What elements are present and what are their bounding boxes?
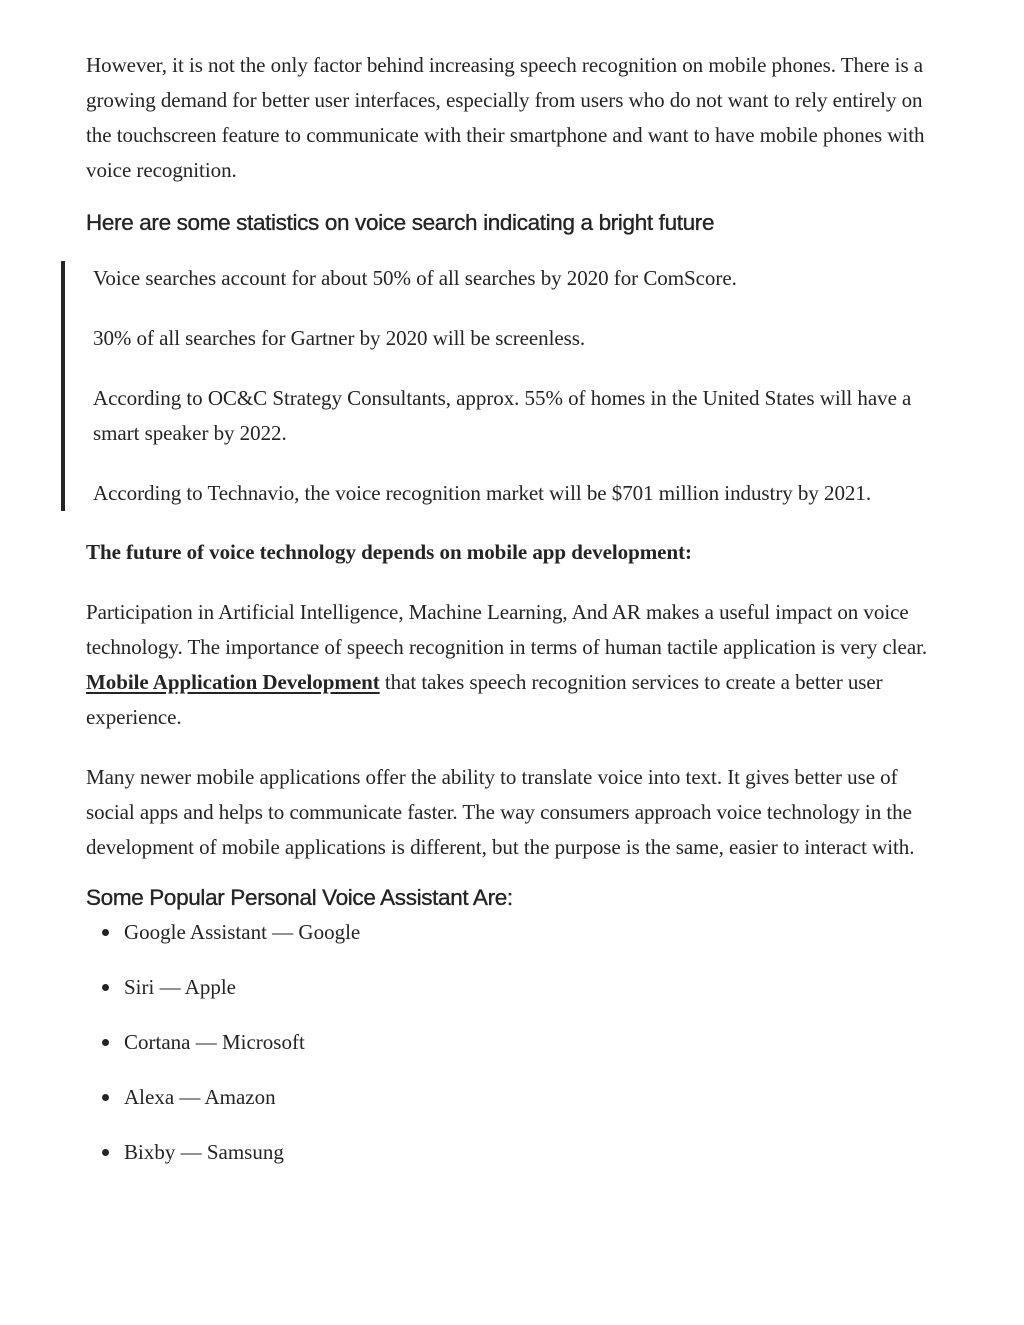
- future-heading: The future of voice technology depends on mobile app development:: [86, 540, 692, 564]
- stat-quote: 30% of all searches for Gartner by 2020 will be screenless.: [93, 326, 586, 350]
- assistant-label: Alexa — Amazon: [124, 1085, 276, 1109]
- list-item: [86, 915, 936, 950]
- stat-quote: According to Technavio, the voice recognition market will be $701 million industry by 2021.: [93, 481, 872, 505]
- assistant-label: Bixby — Samsung: [124, 1140, 284, 1164]
- stat-quote: Voice searches account for about 50% of all searches by 2020 for ComScore.: [93, 266, 737, 290]
- assistants-heading: Some Popular Personal Voice Assistant Are:: [86, 885, 513, 910]
- assistant-label: Cortana — Microsoft: [124, 1030, 305, 1054]
- assistant-label: Siri — Apple: [124, 975, 237, 999]
- article-body: [86, 48, 936, 1170]
- bullet-icon: [102, 984, 109, 991]
- list-item: [86, 1025, 936, 1060]
- stats-heading: Here are some statistics on voice search indicating a bright future: [86, 210, 715, 235]
- newer-apps-paragraph: Many newer mobile applications offer the ability to translate voice into text. It gives better use of social apps and helps to communicate faster. The way consumers approach voice technology in the development of mobile applications is different, but the purpose is the same, easier to interact with.: [86, 765, 915, 859]
- bullet-icon: [102, 1039, 109, 1046]
- stat-quote: According to OC&C Strategy Consultants, approx. 55% of homes in the United States will have a smart speaker by 2022.: [93, 386, 912, 445]
- stats-blockquote: [61, 261, 936, 511]
- list-item: [86, 1135, 936, 1170]
- bullet-icon: [102, 1094, 109, 1101]
- assistants-list: [86, 915, 936, 1170]
- list-item: [86, 1080, 936, 1115]
- bullet-icon: [102, 1149, 109, 1156]
- participation-text-before: Participation in Artificial Intelligence, Machine Learning, And AR makes a useful impact on voice technology. The importance of speech recognition in terms of human tactile application is very clear.: [86, 600, 928, 659]
- mobile-app-development-link[interactable]: Mobile Application Development: [86, 670, 380, 694]
- bullet-icon: [102, 929, 109, 936]
- list-item: [86, 970, 936, 1005]
- intro-paragraph: However, it is not the only factor behind increasing speech recognition on mobile phones. There is a growing demand for better user interfaces, especially from users who do not want to rely entirely on the touchscreen feature to communicate with their smartphone and want to have mobile phones with voice recognition.: [86, 53, 925, 182]
- assistant-label: Google Assistant — Google: [124, 920, 361, 944]
- participation-text-after: that takes speech recognition services to create a better user experience.: [86, 670, 883, 729]
- participation-paragraph: [86, 595, 936, 735]
